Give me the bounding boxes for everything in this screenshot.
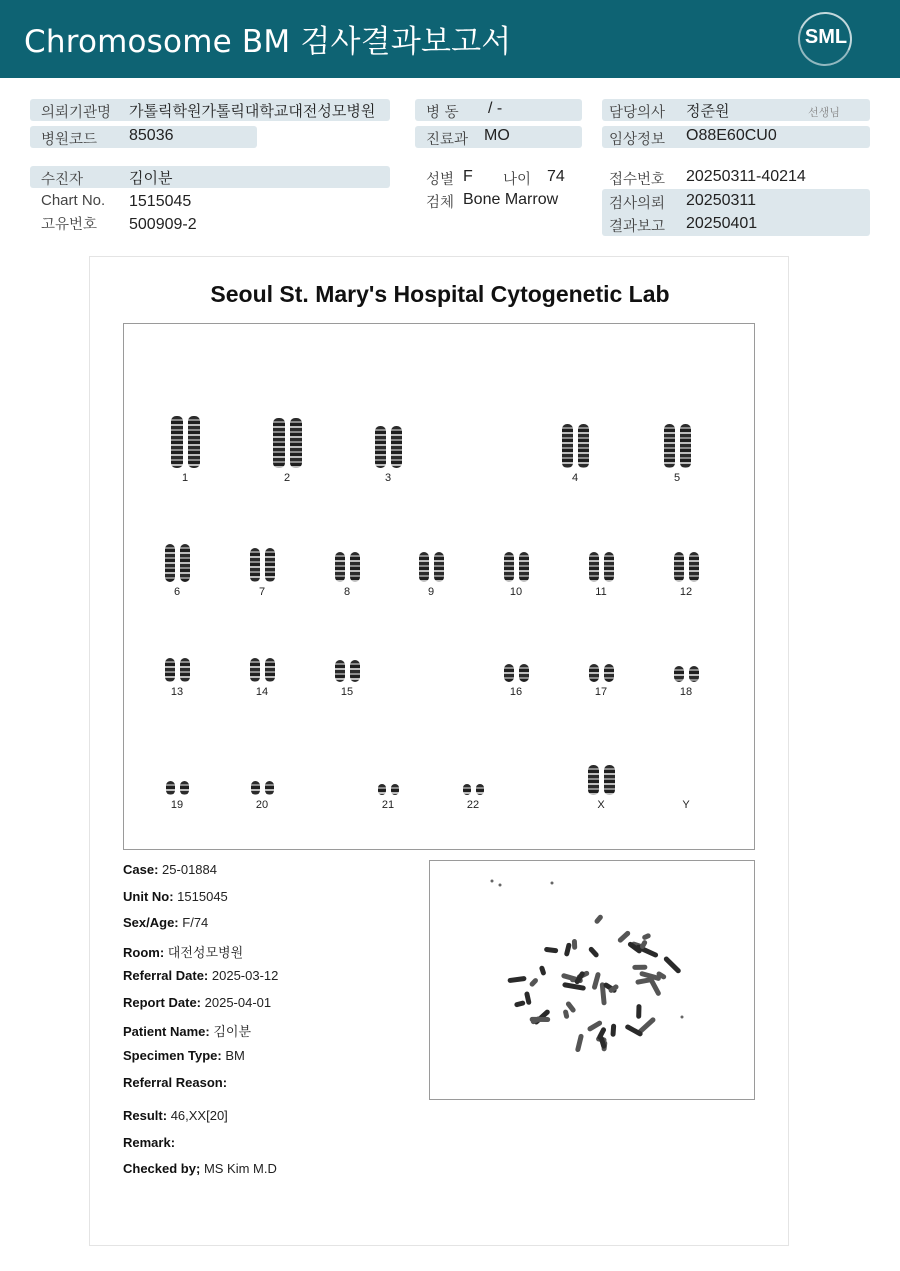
chromosome-body: [689, 666, 699, 682]
chromosome-body: [273, 418, 285, 468]
metaphase-chromosome: [588, 946, 600, 959]
chromosome-body: [350, 552, 360, 582]
chromosome-body: [265, 781, 274, 795]
chromosome-body: [664, 424, 675, 468]
debris-dot: [491, 880, 494, 883]
room-line: [123, 942, 243, 961]
specimen-type-value: BM: [225, 1048, 245, 1063]
chromosome-label: 10: [509, 586, 523, 598]
metaphase-image: [429, 860, 755, 1100]
sex-label: 성별: [426, 172, 455, 188]
remark-line: [123, 1135, 175, 1150]
hospital-code-value: 85036: [129, 127, 174, 144]
chromosome-body: [463, 784, 471, 795]
checked-value: MS Kim M.D: [203, 1161, 277, 1176]
chromosome-label: 18: [679, 686, 693, 698]
unit-label: Unit No:: [123, 889, 174, 904]
chromosome-label: 9: [427, 586, 435, 598]
doctor-label: 담당의사: [609, 105, 666, 121]
metaphase-chromosome: [591, 972, 601, 991]
patient-name-line: [123, 1021, 251, 1040]
ward-value: / -: [488, 100, 503, 117]
chromosome-8: [317, 522, 377, 602]
metaphase-chromosome: [564, 942, 572, 957]
chromosome-body: [476, 784, 484, 795]
doctor-value: 정준원: [686, 102, 730, 120]
chromosome-3: [358, 408, 418, 488]
chromosome-label: 17: [594, 686, 608, 698]
case-label: Case:: [123, 862, 159, 877]
chromosome-body: [375, 426, 386, 468]
chromosome-label: 13: [170, 686, 184, 698]
chromosome-body: [519, 664, 529, 682]
chromosome-5: [647, 408, 707, 488]
chromosome-4: [545, 408, 605, 488]
debris-dot: [499, 884, 502, 887]
chromosome-label: 15: [340, 686, 354, 698]
chromosome-16: [486, 622, 546, 702]
chromosome-body: [434, 552, 444, 582]
chromosome-18: [656, 622, 716, 702]
patient-bar: [30, 166, 390, 188]
department-label: 진료과: [426, 132, 469, 148]
metaphase-chromosome: [617, 930, 631, 944]
report-date-value: 20250401: [686, 215, 758, 232]
specimen-value: Bone Marrow: [463, 191, 559, 208]
chromosome-body: [589, 552, 599, 582]
chromosome-body: [604, 765, 615, 795]
result-line: [123, 1108, 228, 1123]
referral-date-value: 2025-03-12: [211, 968, 279, 983]
chromosome-body: [674, 552, 684, 582]
metaphase-chromosome: [636, 1004, 641, 1019]
chromosome-14: [232, 622, 292, 702]
metaphase-chromosome: [593, 914, 603, 925]
chromosome-body: [188, 416, 200, 468]
sexage-value: F/74: [182, 915, 209, 930]
unit-value: 1515045: [177, 889, 228, 904]
hospital-code-label: 병원코드: [41, 132, 98, 148]
department-value: MO: [484, 127, 510, 144]
chromosome-body: [589, 664, 599, 682]
chromosome-body: [391, 784, 399, 795]
chromosome-11: [571, 522, 631, 602]
chromosome-label: 7: [258, 586, 266, 598]
age-value: 74: [547, 168, 565, 185]
referral-reason-line: [123, 1075, 227, 1090]
chromosome-label: 2: [283, 472, 291, 484]
chromosome-label: 4: [571, 472, 579, 484]
chromosome-19: [147, 735, 207, 815]
chromosome-body: [165, 658, 175, 682]
debris-dot: [551, 882, 554, 885]
doctor-suffix: 선생님: [808, 106, 840, 119]
chromosome-10: [486, 522, 546, 602]
chromosome-label: 6: [173, 586, 181, 598]
unique-no-label: 고유번호: [41, 217, 98, 233]
metaphase-chromosome: [529, 977, 539, 988]
report-date-label: 결과보고: [609, 219, 666, 235]
metaphase-chromosome: [610, 1024, 616, 1037]
chromosome-body: [350, 660, 360, 682]
chromosome-6: [147, 522, 207, 602]
sml-logo: [798, 12, 854, 66]
metaphase-chromosome: [544, 947, 559, 954]
report-date-line: [123, 995, 271, 1010]
chromosome-body: [391, 426, 402, 468]
chromosome-label: 1: [181, 472, 189, 484]
chromosome-body: [604, 664, 614, 682]
room-label: Room:: [123, 945, 165, 960]
remark-label: Remark:: [123, 1135, 176, 1150]
referral-reason-label: Referral Reason:: [123, 1075, 228, 1090]
chromosome-22: [443, 735, 503, 815]
chromosome-label: 3: [384, 472, 392, 484]
chromosome-body: [680, 424, 691, 468]
chromosome-label: 16: [509, 686, 523, 698]
chromosome-label: 20: [255, 799, 269, 811]
chromosome-body: [265, 548, 275, 582]
metaphase-chromosome: [562, 982, 586, 991]
case-value: 25-01884: [162, 862, 217, 877]
chromosome-label: 22: [466, 799, 480, 811]
chromosome-body: [378, 784, 386, 795]
unit-line: [123, 889, 228, 904]
chromosome-body: [250, 548, 260, 582]
institution-label: 의뢰기관명: [41, 105, 112, 121]
metaphase-chromosome: [514, 1000, 526, 1008]
chromosome-body: [180, 658, 190, 682]
chromosome-13: [147, 622, 207, 702]
metaphase-chromosome: [539, 965, 547, 976]
chromosome-body: [588, 765, 599, 795]
chromosome-label: X: [597, 799, 605, 811]
chromosome-body: [180, 544, 190, 582]
metaphase-chromosome: [507, 976, 526, 983]
chromosome-body: [335, 552, 345, 582]
cytogenetic-report: [89, 256, 789, 1246]
chromosome-12: [656, 522, 716, 602]
karyogram: [123, 323, 755, 850]
specimen-label: 검체: [426, 195, 455, 211]
chromosome-17: [571, 622, 631, 702]
chromosome-body: [251, 781, 260, 795]
report-header: [0, 0, 900, 78]
patient-name-value: 김이분: [213, 1024, 252, 1039]
chromosome-label: 21: [381, 799, 395, 811]
report-date-value-2: 2025-04-01: [204, 995, 272, 1010]
chromosome-7: [232, 522, 292, 602]
chromosome-label: 5: [673, 472, 681, 484]
age-label: 나이: [503, 172, 532, 188]
chromosome-2: [257, 408, 317, 488]
chromosome-label: 11: [595, 586, 607, 598]
chromosome-body: [335, 660, 345, 682]
chromosome-body: [504, 552, 514, 582]
chromosome-label: 14: [255, 686, 269, 698]
chromosome-9: [401, 522, 461, 602]
chromosome-body: [674, 666, 684, 682]
chromosome-body: [265, 658, 275, 682]
chromosome-body: [166, 781, 175, 795]
chromosome-y: [656, 735, 716, 815]
metaphase-spread-icon: [430, 861, 755, 1100]
debris-dot: [681, 1016, 684, 1019]
chart-no-label: Chart No.: [41, 192, 106, 209]
metaphase-chromosome: [632, 965, 647, 970]
metaphase-chromosome: [575, 1033, 584, 1052]
chromosome-body: [290, 418, 302, 468]
sexage-line: [123, 915, 208, 930]
specimen-type-label: Specimen Type:: [123, 1048, 222, 1063]
metaphase-chromosome: [572, 939, 577, 950]
chromosome-body: [562, 424, 573, 468]
chromosome-body: [180, 781, 189, 795]
room-value: 대전성모병원: [167, 945, 244, 960]
patient-value: 김이분: [129, 169, 173, 187]
chromosome-body: [419, 552, 429, 582]
checked-line: [123, 1161, 277, 1176]
report-date-label-2: Report Date:: [123, 995, 202, 1010]
chromosome-15: [317, 622, 377, 702]
lab-title: Seoul St. Mary's Hospital Cytogenetic Lab: [210, 281, 670, 307]
patient-label: 수진자: [41, 172, 84, 188]
chromosome-label: Y: [682, 799, 690, 811]
patient-name-label: Patient Name:: [123, 1024, 210, 1039]
ward-label: 병 동: [426, 105, 459, 121]
chromosome-body: [578, 424, 589, 468]
clinical-info-label: 임상정보: [609, 132, 666, 148]
receipt-no-value: 20250311-40214: [686, 168, 806, 185]
sex-value: F: [463, 168, 473, 185]
clinical-info-value: O88E60CU0: [686, 127, 777, 144]
checked-label: Checked by;: [123, 1161, 201, 1176]
chromosome-body: [250, 658, 260, 682]
chromosome-21: [358, 735, 418, 815]
chromosome-20: [232, 735, 292, 815]
chromosome-body: [171, 416, 183, 468]
unique-no-value: 500909-2: [129, 216, 197, 233]
chromosome-label: 19: [170, 799, 184, 811]
referral-date-label: Referral Date:: [123, 968, 209, 983]
case-line: [123, 862, 217, 877]
specimen-type-line: [123, 1048, 245, 1063]
receipt-no-label: 접수번호: [609, 172, 666, 188]
chromosome-1: [155, 408, 215, 488]
sexage-label: Sex/Age:: [123, 915, 179, 930]
chromosome-label: 12: [679, 586, 693, 598]
chromosome-body: [604, 552, 614, 582]
result-value: 46,XX[20]: [170, 1108, 228, 1123]
request-date-value: 20250311: [686, 192, 756, 209]
report-title: Chromosome BM 검사결과보고서: [24, 24, 512, 60]
metaphase-chromosome: [641, 933, 651, 941]
chromosome-x: [571, 735, 631, 815]
chromosome-body: [519, 552, 529, 582]
referral-date-line: [123, 968, 278, 983]
chromosome-body: [689, 552, 699, 582]
request-date-label: 검사의뢰: [609, 196, 666, 212]
result-label: Result:: [123, 1108, 168, 1123]
chromosome-body: [165, 544, 175, 582]
chart-no-value: 1515045: [129, 193, 192, 210]
chromosome-body: [504, 664, 514, 682]
metaphase-chromosome: [663, 955, 682, 974]
chromosome-label: 8: [343, 586, 351, 598]
logo-text: SML: [804, 26, 848, 48]
institution-value: 가톨릭학원가톨릭대학교대전성모병원: [129, 102, 376, 120]
metaphase-chromosome: [563, 1009, 570, 1019]
